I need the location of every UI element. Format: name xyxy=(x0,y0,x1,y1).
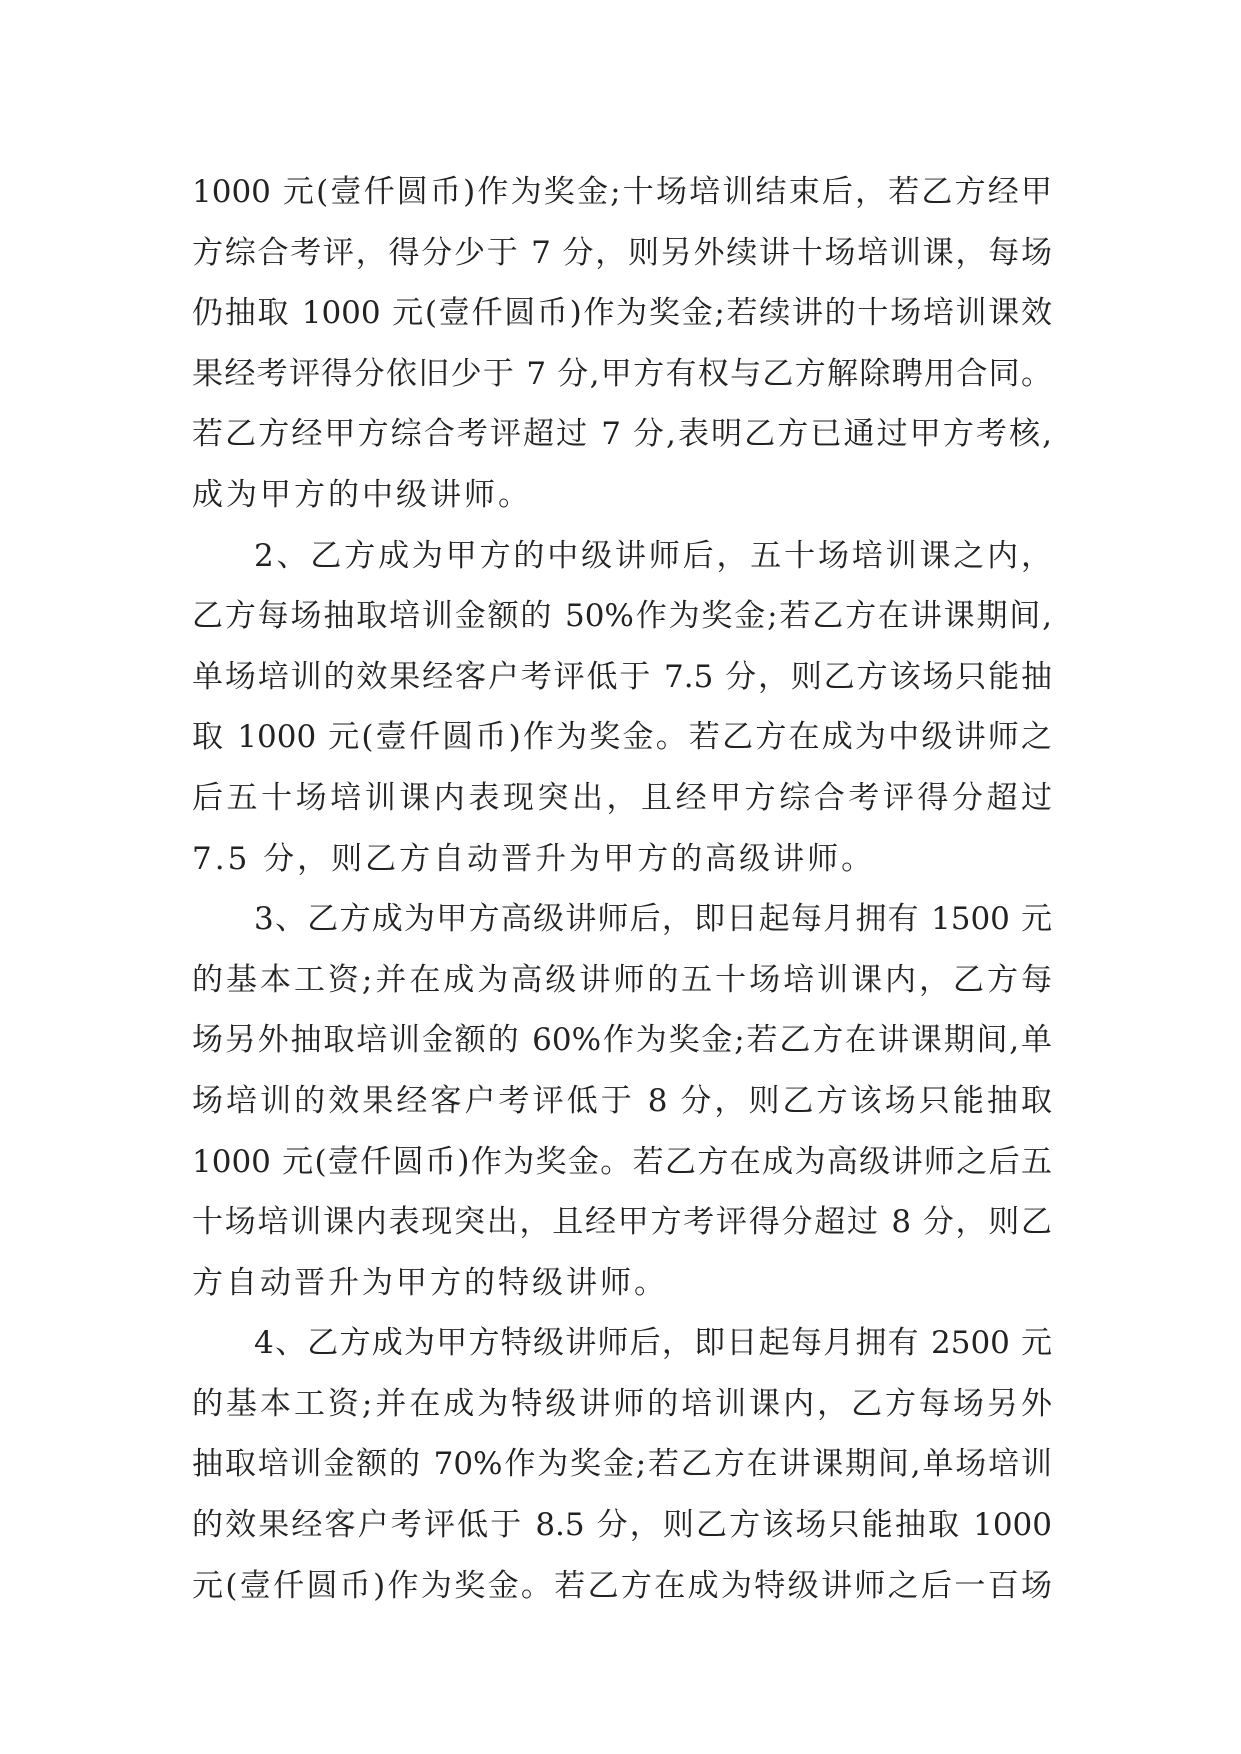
paragraph-1 xyxy=(192,162,1052,526)
text-line: 若乙方经甲方综合考评超过 7 分,表明乙方已通过甲方考核, xyxy=(192,416,1052,453)
text-line: 4、乙方成为甲方特级讲师后，即日起每月拥有 2500 元 xyxy=(254,1325,1052,1362)
text-line: 的基本工资;并在成为特级讲师的培训课内，乙方每场另外 xyxy=(192,1385,1052,1422)
text-line: 十场培训课内表现突出，且经甲方考评得分超过 8 分，则乙 xyxy=(192,1204,1052,1241)
text-line: 取 1000 元(壹仟圆币)作为奖金。若乙方在成为中级讲师之 xyxy=(192,719,1052,756)
text-line: 的效果经客户考评低于 8.5 分，则乙方该场只能抽取 1000 xyxy=(192,1507,1052,1544)
text-line: 2、乙方成为甲方的中级讲师后，五十场培训课之内， xyxy=(254,537,1052,574)
paragraph-3 xyxy=(192,889,1052,1313)
text-line: 方自动晋升为甲方的特级讲师。 xyxy=(192,1264,668,1301)
text-line: 1000 元(壹仟圆币)作为奖金;十场培训结束后，若乙方经甲 xyxy=(192,174,1052,210)
text-line: 仍抽取 1000 元(壹仟圆币)作为奖金;若续讲的十场培训课效 xyxy=(192,295,1052,332)
text-line: 后五十场培训课内表现突出，且经甲方综合考评得分超过 xyxy=(192,779,1052,816)
text-line: 乙方每场抽取培训金额的 50%作为奖金;若乙方在讲课期间, xyxy=(192,598,1052,635)
text-line: 1000 元(壹仟圆币)作为奖金。若乙方在成为高级讲师之后五 xyxy=(192,1143,1052,1180)
text-line: 元(壹仟圆币)作为奖金。若乙方在成为特级讲师之后一百场 xyxy=(192,1567,1052,1604)
text-line: 7.5 分，则乙方自动晋升为甲方的高级讲师。 xyxy=(192,840,876,877)
text-line: 方综合考评，得分少于 7 分，则另外续讲十场培训课，每场 xyxy=(192,234,1052,271)
text-line: 场另外抽取培训金额的 60%作为奖金;若乙方在讲课期间,单 xyxy=(192,1022,1052,1059)
text-line: 的基本工资;并在成为高级讲师的五十场培训课内，乙方每 xyxy=(192,961,1052,998)
paragraph-4 xyxy=(192,1313,1052,1616)
text-line: 果经考评得分依旧少于 7 分,甲方有权与乙方解除聘用合同。 xyxy=(192,355,1052,392)
document-body xyxy=(192,162,1052,1616)
text-line: 抽取培训金额的 70%作为奖金;若乙方在讲课期间,单场培训 xyxy=(192,1446,1052,1483)
text-line: 单场培训的效果经客户考评低于 7.5 分，则乙方该场只能抽 xyxy=(192,658,1052,695)
text-line: 3、乙方成为甲方高级讲师后，即日起每月拥有 1500 元 xyxy=(254,901,1052,938)
paragraph-2 xyxy=(192,526,1052,890)
text-line: 场培训的效果经客户考评低于 8 分，则乙方该场只能抽取 xyxy=(192,1082,1052,1119)
text-line: 成为甲方的中级讲师。 xyxy=(192,476,532,513)
